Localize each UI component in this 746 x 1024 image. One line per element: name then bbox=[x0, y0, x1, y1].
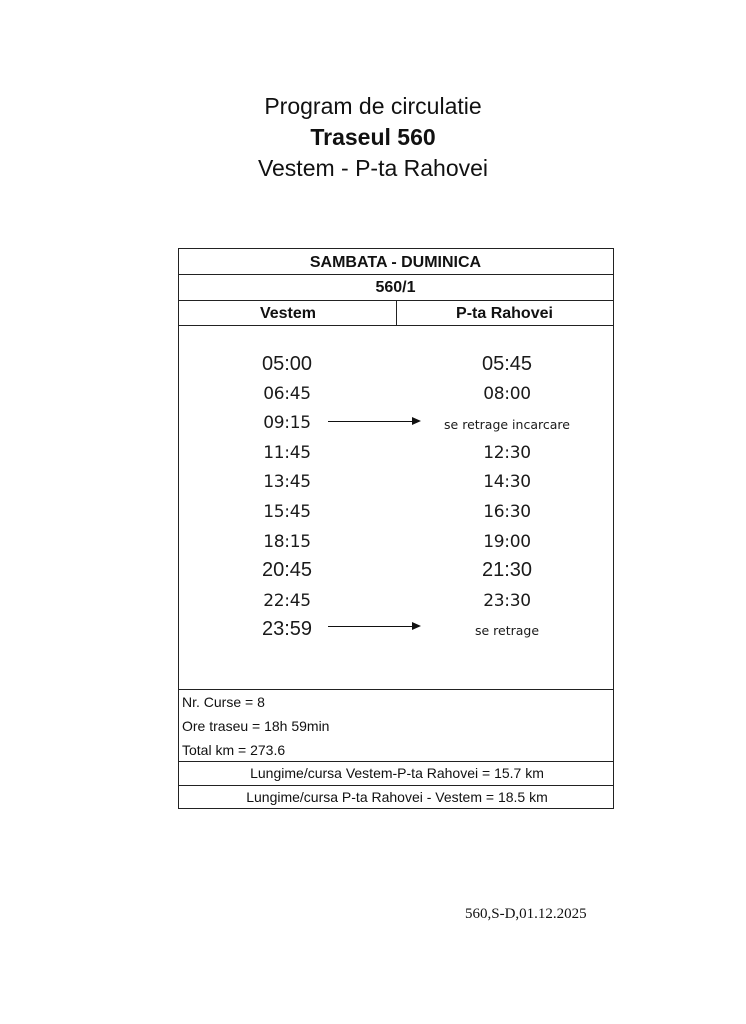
divider bbox=[179, 689, 613, 690]
stat-total-km: Total km = 273.6 bbox=[182, 742, 286, 758]
document-title: Program de circulatie bbox=[264, 93, 482, 119]
divider bbox=[179, 761, 613, 762]
length-vestem-rahovei: Lungime/cursa Vestem-P-ta Rahovei = 15.7 km bbox=[250, 765, 544, 781]
stat-ore-traseu: Ore traseu = 18h 59min bbox=[182, 718, 330, 734]
departure-vestem: 06:45 bbox=[263, 384, 311, 404]
arrow-right-icon bbox=[328, 626, 419, 627]
divider bbox=[179, 274, 613, 275]
length-rahovei-vestem: Lungime/cursa P-ta Rahovei - Vestem = 18.5 km bbox=[246, 789, 548, 805]
route-endpoints: Vestem - P-ta Rahovei bbox=[257, 155, 489, 181]
departure-note: se retrage bbox=[474, 623, 540, 638]
arrow-right-icon bbox=[328, 421, 419, 422]
departure-vestem: 09:15 bbox=[263, 413, 311, 433]
divider bbox=[179, 325, 613, 326]
schedule-table bbox=[178, 248, 614, 809]
departure-rahovei: 19:00 bbox=[483, 532, 531, 552]
departure-vestem: 23:59 bbox=[261, 618, 313, 640]
column-header-rahovei: P-ta Rahovei bbox=[456, 305, 553, 322]
route-title: Traseul 560 bbox=[310, 124, 436, 150]
departure-vestem: 20:45 bbox=[261, 559, 313, 581]
departure-note: se retrage incarcare bbox=[444, 417, 570, 432]
departure-rahovei: 05:45 bbox=[481, 353, 533, 375]
day-type-header: SAMBATA - DUMINICA bbox=[309, 254, 482, 271]
departure-vestem: 11:45 bbox=[263, 443, 311, 463]
departure-vestem: 15:45 bbox=[263, 502, 311, 522]
column-header-vestem: Vestem bbox=[259, 305, 317, 322]
departure-rahovei: 16:30 bbox=[483, 502, 531, 522]
departure-vestem: 22:45 bbox=[263, 591, 311, 611]
departure-vestem: 18:15 bbox=[263, 532, 311, 552]
departure-vestem: 05:00 bbox=[261, 353, 313, 375]
departure-vestem: 13:45 bbox=[263, 472, 311, 492]
departure-rahovei: 23:30 bbox=[483, 591, 531, 611]
departure-rahovei: 21:30 bbox=[481, 559, 533, 581]
stat-nr-curse: Nr. Curse = 8 bbox=[182, 694, 265, 710]
document-code: 560,S-D,01.12.2025 bbox=[465, 906, 587, 922]
route-code: 560/1 bbox=[375, 279, 416, 296]
departure-rahovei: 14:30 bbox=[483, 472, 531, 492]
divider bbox=[179, 785, 613, 786]
departure-rahovei: 12:30 bbox=[483, 443, 531, 463]
departure-rahovei: 08:00 bbox=[483, 384, 531, 404]
